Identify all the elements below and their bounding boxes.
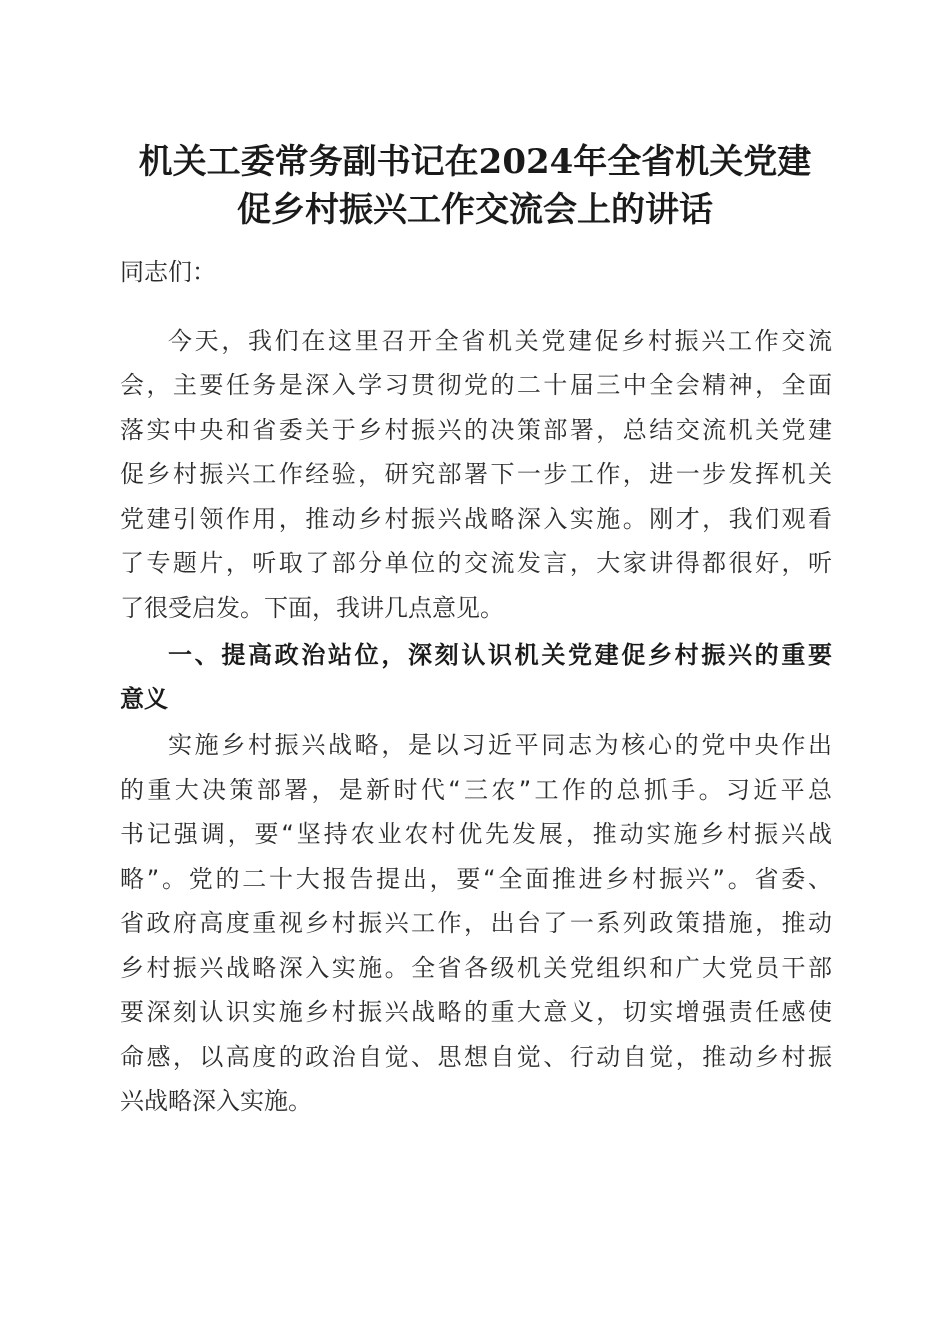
- paragraph-2-line: 略”。党的二十大报告提出，要“全面推进乡村振兴”。省委、: [120, 865, 832, 893]
- paragraph-1-line: 落实中央和省委关于乡村振兴的决策部署，总结交流机关党建: [120, 416, 832, 444]
- paragraph-2-line: 兴战略深入实施。: [120, 1087, 312, 1115]
- paragraph-1-line: 会，主要任务是深入学习贯彻党的二十届三中全会精神，全面: [120, 371, 832, 399]
- section-heading-1-continued: 意义: [120, 685, 168, 713]
- document-title-line-2: 促乡村振兴工作交流会上的讲话: [237, 190, 713, 230]
- paragraph-1-line: 今天，我们在这里召开全省机关党建促乡村振兴工作交流: [168, 327, 832, 355]
- section-heading-1: 一、提高政治站位，深刻认识机关党建促乡村振兴的重要: [168, 641, 832, 669]
- paragraph-2-line: 省政府高度重视乡村振兴工作，出台了一系列政策措施，推动: [120, 909, 832, 937]
- paragraph-1-line: 促乡村振兴工作经验，研究部署下一步工作，进一步发挥机关: [120, 460, 832, 488]
- paragraph-1-line: 了很受启发。下面，我讲几点意见。: [120, 594, 504, 622]
- paragraph-2-line: 书记强调，要“坚持农业农村优先发展，推动实施乡村振兴战: [120, 820, 832, 848]
- paragraph-1-line: 党建引领作用，推动乡村振兴战略深入实施。刚才，我们观看: [120, 505, 832, 533]
- paragraph-2-line: 乡村振兴战略深入实施。全省各级机关党组织和广大党员干部: [120, 954, 832, 982]
- salutation: 同志们：: [120, 258, 216, 286]
- paragraph-2-line: 实施乡村振兴战略，是以习近平同志为核心的党中央作出: [168, 731, 832, 759]
- paragraph-2-line: 命感，以高度的政治自觉、思想自觉、行动自觉，推动乡村振: [120, 1043, 832, 1071]
- paragraph-2-line: 的重大决策部署，是新时代“三农”工作的总抓手。习近平总: [120, 776, 832, 804]
- paragraph-1-line: 了专题片，听取了部分单位的交流发言，大家讲得都很好，听: [120, 549, 832, 577]
- paragraph-2-line: 要深刻认识实施乡村振兴战略的重大意义，切实增强责任感使: [120, 998, 832, 1026]
- document-title-line-1: 机关工委常务副书记在2024年全省机关党建: [138, 142, 812, 182]
